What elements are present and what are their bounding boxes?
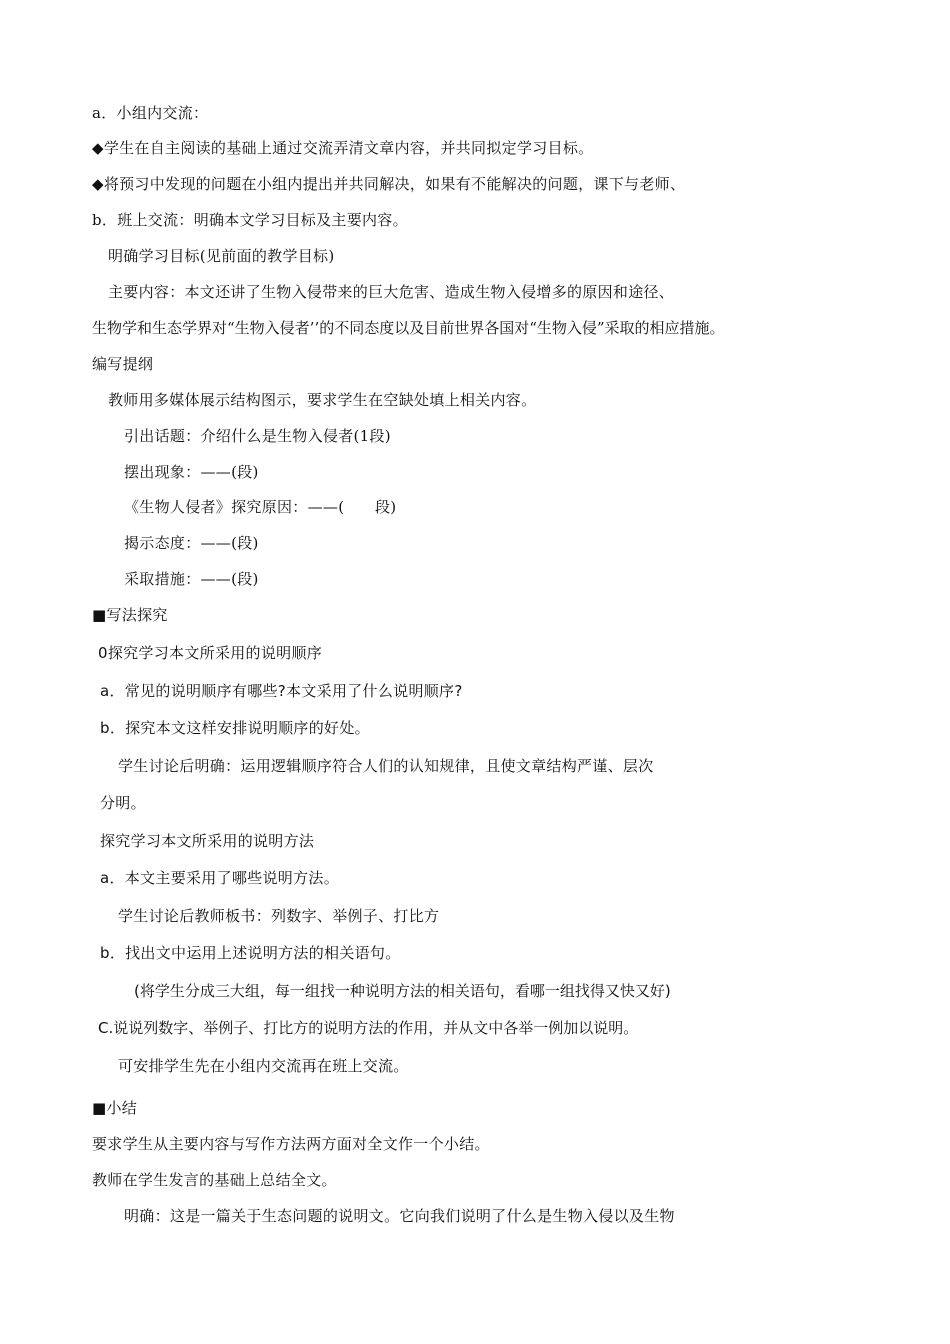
text-line-12: 《生物人侵者》探究原因：——( 段) — [124, 498, 397, 516]
text-line-18: b．探究本文这样安排说明顺序的好处。 — [100, 719, 370, 737]
text-line-20: 分明。 — [100, 794, 146, 812]
text-line-8: 编写提纲 — [92, 355, 154, 373]
text-line-3: ◆将预习中发现的问题在小组内提出并共同解决，如果有不能解决的问题，课下与老师、 — [92, 175, 686, 193]
section-heading-writing: ■写法探究 — [92, 606, 168, 624]
text-line-27: 可安排学生先在小组内交流再在班上交流。 — [118, 1057, 409, 1075]
text-line-30: 教师在学生发言的基础上总结全文。 — [92, 1171, 337, 1189]
text-line-11: 摆出现象：——(段) — [124, 463, 259, 481]
text-line-21: 探究学习本文所采用的说明方法 — [100, 832, 315, 850]
text-line-5: 明确学习目标(见前面的教学目标) — [108, 247, 335, 265]
text-line-10: 引出话题：介绍什么是生物入侵者(1段) — [124, 427, 391, 445]
text-line-25: (将学生分成三大组，每一组找一种说明方法的相关语句，看哪一组找得又快又好) — [134, 982, 671, 1000]
text-line-7: 生物学和生态学界对“生物入侵者’’的不同态度以及目前世界各国对“生物入侵”采取的相应措施。 — [92, 319, 725, 337]
text-line-31: 明确：这是一篇关于生态问题的说明文。它向我们说明了什么是生物入侵以及生物 — [124, 1207, 675, 1225]
text-line-19: 学生讨论后明确：运用逻辑顺序符合人们的认知规律，且使文章结构严谨、层次 — [118, 757, 654, 775]
text-line-22: a．本文主要采用了哪些说明方法。 — [100, 869, 339, 887]
text-line-13: 揭示态度：——(段) — [124, 534, 259, 552]
text-line-9: 教师用多媒体展示结构图示，要求学生在空缺处填上相关内容。 — [108, 391, 537, 409]
text-line-1: a．小组内交流： — [92, 104, 209, 122]
text-line-23: 学生讨论后教师板书：列数字、举例子、打比方 — [118, 907, 440, 925]
text-line-6: 主要内容：本文还讲了生物入侵带来的巨大危害、造成生物入侵增多的原因和途径、 — [108, 283, 675, 301]
text-line-17: a．常见的说明顺序有哪些?本文采用了什么说明顺序? — [100, 682, 463, 700]
text-line-16: 0探究学习本文所采用的说明顺序 — [98, 644, 323, 662]
text-line-24: b．找出文中运用上述说明方法的相关语句。 — [100, 944, 401, 962]
text-line-2: ◆学生在自主阅读的基础上通过交流弄清文章内容，并共同拟定学习目标。 — [92, 139, 594, 157]
text-line-14: 采取措施：——(段) — [124, 570, 259, 588]
text-line-26: C.说说列数字、举例子、打比方的说明方法的作用，并从文中各举一例加以说明。 — [98, 1019, 639, 1037]
text-line-29: 要求学生从主要内容与写作方法两方面对全文作一个小结。 — [92, 1135, 490, 1153]
section-heading-summary: ■小结 — [92, 1099, 138, 1117]
text-line-4: b．班上交流：明确本文学习目标及主要内容。 — [92, 211, 408, 229]
